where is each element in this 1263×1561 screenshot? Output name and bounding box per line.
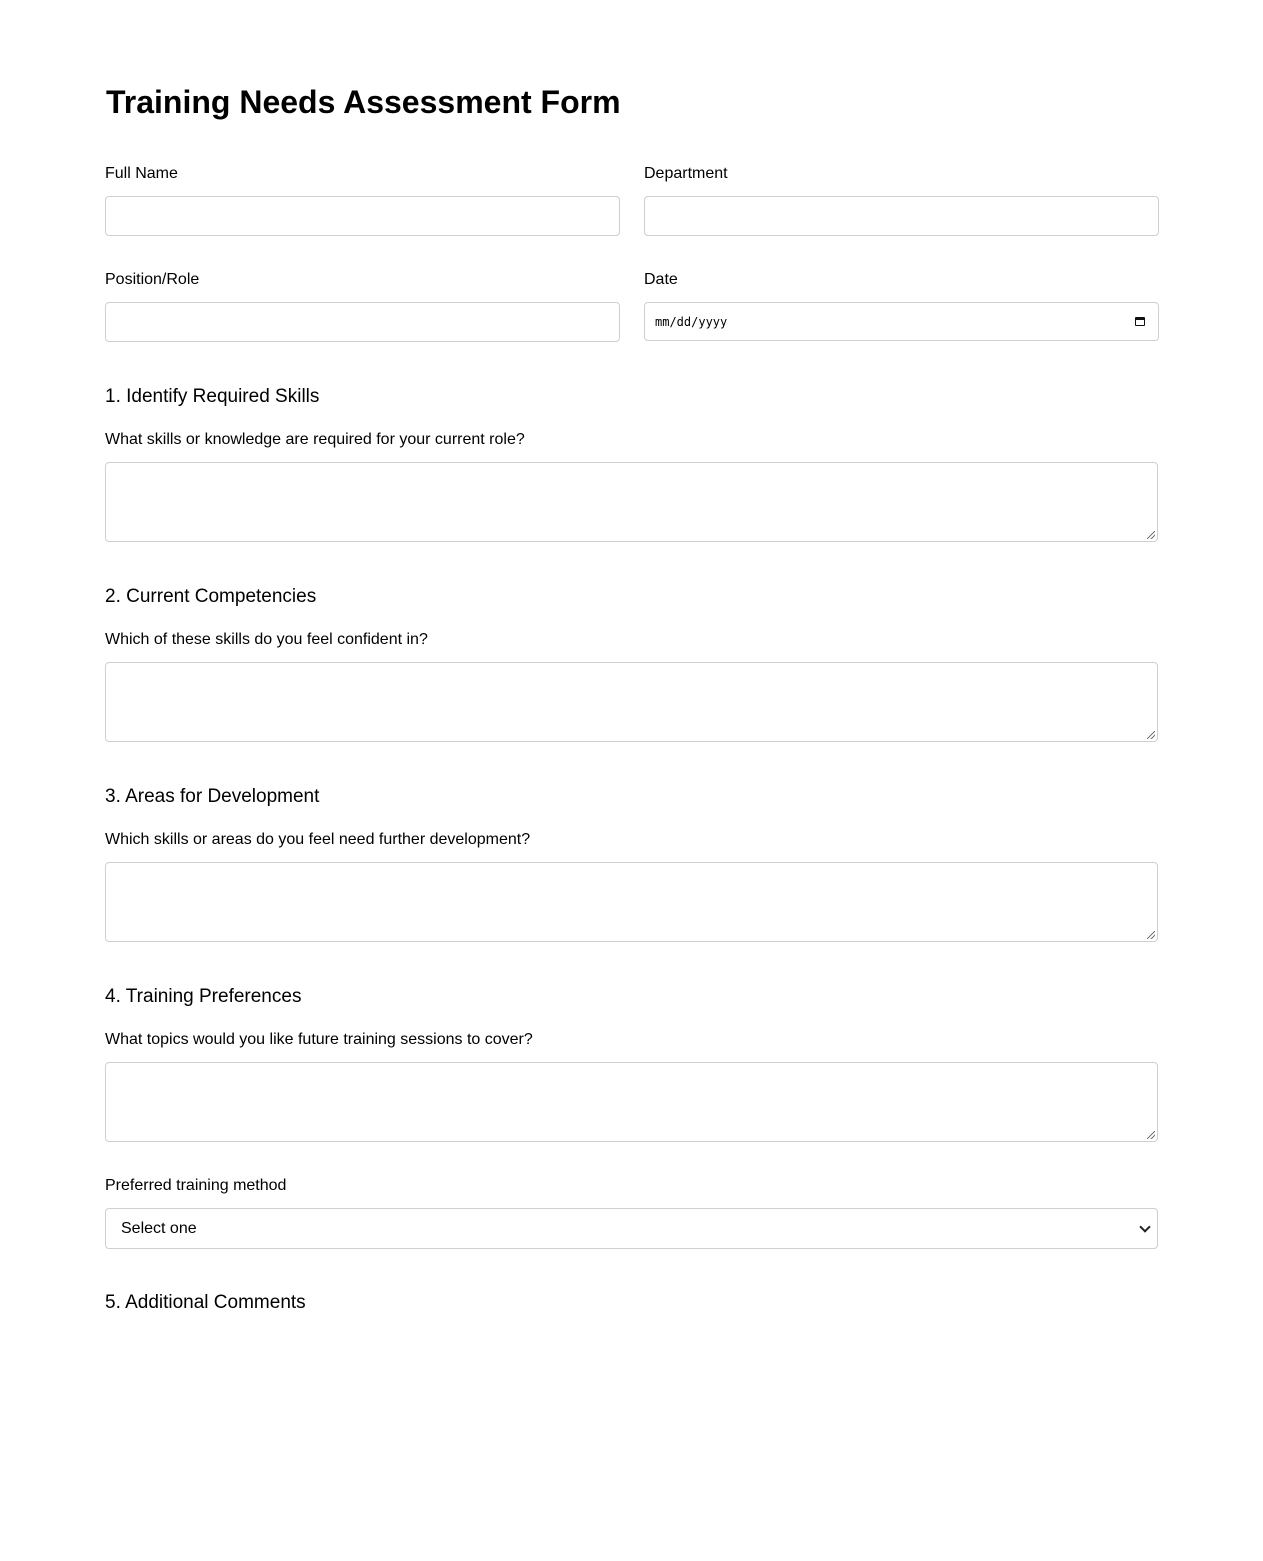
position-input[interactable] [105, 302, 620, 342]
chevron-down-icon [1139, 1221, 1150, 1232]
position-label: Position/Role [105, 271, 200, 288]
section-3-question: Which skills or areas do you feel need further development? [105, 831, 531, 848]
section-4-title: 4. Training Preferences [105, 986, 302, 1007]
full-name-label: Full Name [105, 165, 178, 182]
date-input[interactable] [644, 302, 1159, 341]
section-3-title: 3. Areas for Development [105, 786, 320, 807]
department-input[interactable] [644, 196, 1159, 236]
development-areas-textarea[interactable] [105, 862, 1158, 942]
section-2-question: Which of these skills do you feel confident in? [105, 631, 428, 648]
section-1-title: 1. Identify Required Skills [105, 386, 320, 407]
page-title: Training Needs Assessment Form [106, 84, 621, 120]
resize-handle-icon[interactable] [1147, 1131, 1155, 1139]
calendar-icon[interactable] [1135, 317, 1145, 326]
training-topics-textarea[interactable] [105, 1062, 1158, 1142]
current-competencies-textarea[interactable] [105, 662, 1158, 742]
resize-handle-icon[interactable] [1147, 531, 1155, 539]
section-4-question: What topics would you like future training sessions to cover? [105, 1031, 533, 1048]
date-placeholder: mm/dd/yyyy [655, 314, 728, 329]
training-method-select[interactable] [105, 1208, 1158, 1249]
date-label: Date [644, 271, 678, 288]
resize-handle-icon[interactable] [1147, 731, 1155, 739]
required-skills-textarea[interactable] [105, 462, 1158, 542]
training-method-selected: Select one [121, 1219, 197, 1237]
department-label: Department [644, 165, 728, 182]
resize-handle-icon[interactable] [1147, 931, 1155, 939]
section-5-title: 5. Additional Comments [105, 1292, 306, 1313]
section-2-title: 2. Current Competencies [105, 586, 317, 607]
section-1-question: What skills or knowledge are required for your current role? [105, 431, 525, 448]
full-name-input[interactable] [105, 196, 620, 236]
training-method-label: Preferred training method [105, 1177, 287, 1194]
